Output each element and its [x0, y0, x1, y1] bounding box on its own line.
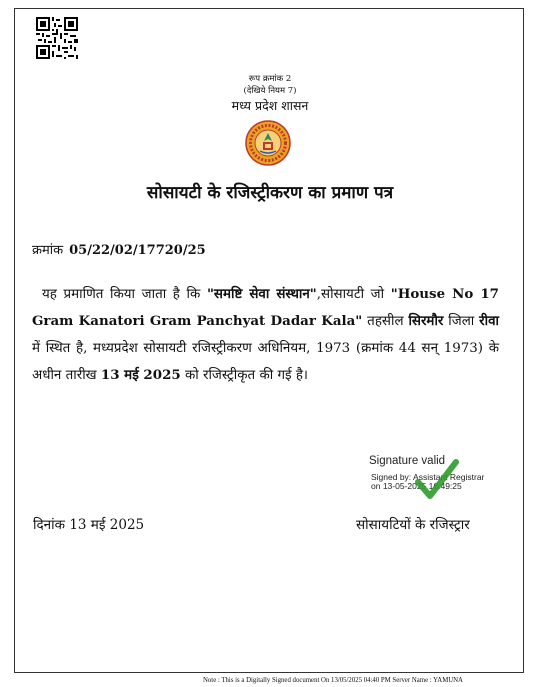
signed-by: Signed by: Assistant Registrar — [371, 472, 485, 482]
footer-note: Note : This is a Digitally Signed document On 13/05/2025 04:40 PM Server Name : YAMUNA — [203, 677, 463, 684]
form-number: रूप क्रमांक 2 — [248, 74, 292, 84]
body-text-2: ,सोसायटी जो — [316, 287, 391, 302]
body-text-6: को रजिस्ट्रीकृत की गई है। — [180, 368, 309, 383]
tehsil-name: सिरमौर — [408, 313, 444, 329]
date-label: दिनांक — [33, 517, 66, 533]
issue-date — [33, 515, 144, 533]
reference-number: 05/22/02/17720/25 — [69, 243, 206, 258]
signature-status: Signature valid — [369, 455, 446, 467]
registration-date: 13 मई 2025 — [100, 367, 181, 383]
government-name: मध्य प्रदेश शासन — [231, 98, 309, 113]
certificate-body — [32, 281, 499, 389]
signed-on: on 13-05-2025 16:49:25 — [371, 481, 462, 491]
rule-reference: (देखिये नियम 7) — [243, 86, 297, 96]
body-text-4: जिला — [443, 314, 480, 329]
reference-label: क्रमांक — [32, 243, 64, 258]
signature-check-icon — [412, 458, 460, 502]
date-value: 13 मई 2025 — [69, 517, 145, 533]
mp-government-emblem-icon — [245, 120, 291, 166]
district-name: रीवा — [479, 313, 500, 329]
reference-line — [32, 240, 206, 258]
society-name: "समष्टि सेवा संस्थान" — [206, 286, 317, 302]
body-text-3: तहसील — [362, 314, 409, 329]
certificate-title: सोसायटी के रजिस्ट्रीकरण का प्रमाण पत्र — [146, 183, 394, 203]
qr-code-icon — [36, 17, 78, 59]
registrar-title: सोसायटियों के रजिस्ट्रार — [356, 517, 470, 533]
body-text-5: में स्थित है, मध्यप्रदेश सोसायटी रजिस्ट्रीकरण अधिनियम, 1973 (क्रमांक 44 सन् 1973) के अधीन तारीख — [32, 341, 499, 383]
body-text-1: यह प्रमाणित किया जाता है कि — [42, 287, 207, 302]
society-address: "House No 17 Gram Kanatori Gram Panchyat Dadar Kala" — [32, 286, 499, 329]
